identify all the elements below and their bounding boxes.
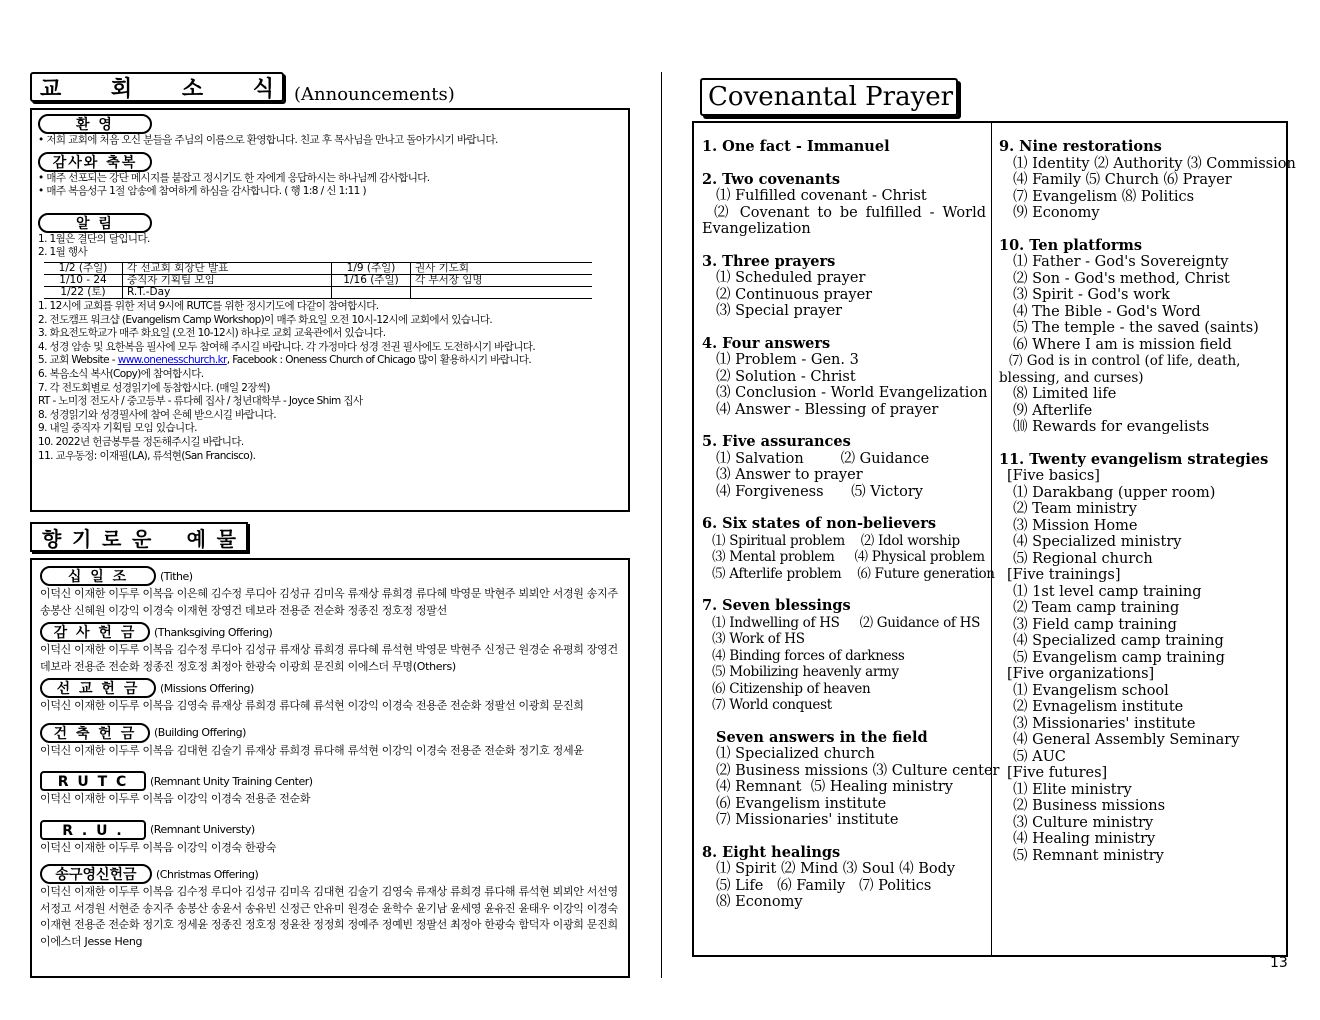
table-row bbox=[44, 274, 592, 286]
group-item: ⑴ Identity ⑵ Authority ⑶ Commission bbox=[1013, 155, 1296, 172]
announcements-subtitle: (Announcements) bbox=[294, 84, 455, 105]
offering-section bbox=[40, 723, 620, 760]
notice-item: 2. 전도캠프 워크샵 (Evangelism Camp Workshop)이 매주 화요일 오전 10시-12시에 교회에서 있습니다. bbox=[38, 313, 493, 326]
group-item: ⑴ Scheduled prayer bbox=[716, 270, 866, 286]
group-item: ⑵ Business missions ⑶ Culture center bbox=[716, 762, 1000, 779]
announcements-box bbox=[30, 108, 630, 512]
notice-item: 4. 성경 암송 및 요한복음 필사에 모두 참여해 주시길 바랍니다. 각 가정마다 성경 전권 필사에도 도전하시기 바랍니다. bbox=[38, 340, 536, 353]
group-heading: 2. Two covenants bbox=[702, 170, 841, 188]
offering-names: 이덕신 이재한 이두루 이복음 김영숙 류재상 류희경 류다혜 류석현 이강익 이경숙 전용준 전순화 정팔선 이광희 문진희 bbox=[40, 699, 584, 712]
title-char: 회 bbox=[110, 76, 133, 102]
offering-label: 선 교 헌 금 bbox=[40, 678, 156, 698]
notice-label: 알 림 bbox=[38, 213, 152, 233]
group-item: ⑶ Conclusion - World Evangelization bbox=[716, 385, 988, 401]
group-heading: 8. Eight healings bbox=[702, 843, 841, 861]
table-cell: 중직자 기획팀 모임 bbox=[123, 274, 332, 286]
group-item: ⑴ 1st level camp training bbox=[1013, 583, 1202, 600]
table-cell bbox=[332, 286, 411, 298]
offering-names: 이덕신 이재한 이두루 이복음 김수정 루디아 김성규 김미옥 김대현 김술기 김영숙 류재상 류희경 류다해 류석현 뵈뵈안 서선영 서정고 서경원 서현준 송지주 송봉산 송윤서 송유빈 신정근 안유미 원경순 윤학수 윤기남 윤세영 윤유진 윤태우 이강익 이경숙 이재현 전용준 전순화 정기호 정세윤 정종진 정호정 정윤찬 정정희 정예주 정예빈 정팔선 최정아 한광숙 함덕자 이광희 문진희 이에스더 Jesse Heng bbox=[40, 885, 618, 948]
group-item: ⑼ Afterlife bbox=[1013, 402, 1093, 419]
title-char: 물 bbox=[216, 526, 236, 551]
notice-text: 2. 1월 행사 bbox=[38, 246, 88, 259]
bracket-heading: [Five organizations] bbox=[1007, 666, 1155, 682]
title-char: 식 bbox=[252, 76, 274, 102]
group-item: ⑷ General Assembly Seminary bbox=[1013, 732, 1240, 748]
group-heading: 9. Nine restorations bbox=[999, 138, 1162, 155]
bracket-heading: [Five futures] bbox=[1007, 765, 1108, 781]
group-item: ⑷ The Bible - God's Word bbox=[1013, 303, 1201, 320]
inner-divider bbox=[991, 123, 992, 955]
group-item: ⑸ Mobilizing heavenly army bbox=[712, 664, 899, 680]
group-item: ⑷ Healing ministry bbox=[1013, 831, 1156, 847]
table-cell: 각 부서장 임명 bbox=[411, 274, 593, 286]
group-item: ⑷ Remnant ⑸ Healing ministry bbox=[716, 779, 953, 795]
website-suffix: , Facebook : Oneness Church of Chicago 많이 활용하시기 바랍니다. bbox=[226, 354, 532, 367]
table-cell: R.T.-Day bbox=[123, 286, 332, 298]
group-item: ⑹ Evangelism institute bbox=[716, 795, 887, 812]
notice-item: RT - 노미정 전도사 / 중고등부 - 류다혜 집사 / 청년대학부 - Joyce Shim 집사 bbox=[38, 395, 363, 408]
table-cell: 각 선교회 회장단 발표 bbox=[123, 262, 332, 274]
bracket-heading: [Five trainings] bbox=[1007, 567, 1121, 583]
group-item: ⑷ Family ⑸ Church ⑹ Prayer bbox=[1013, 172, 1232, 188]
table-cell: 1/9 (주일) bbox=[332, 262, 411, 274]
offerings-title bbox=[30, 522, 248, 552]
notice-item: 3. 화요전도학교가 매주 화요일 (오전 10-12시) 하나로 교회 교육관에서 있습니다. bbox=[38, 327, 386, 340]
offering-en: (Thanksgiving Offering) bbox=[154, 625, 273, 639]
offering-label: 십 일 조 bbox=[40, 566, 156, 586]
prayer-group bbox=[702, 515, 995, 582]
title-char: 로 bbox=[102, 526, 122, 551]
table-cell: 1/22 (토) bbox=[44, 286, 123, 298]
table-cell: 1/10 - 24 bbox=[44, 274, 123, 286]
notice-item-website bbox=[38, 354, 622, 368]
group-item: ⑴ Spiritual problem ⑵ Idol worship bbox=[712, 532, 960, 549]
website-link[interactable]: www.onenesschurch.kr bbox=[117, 354, 227, 367]
offering-section bbox=[40, 864, 620, 950]
offering-en: (Missions Offering) bbox=[160, 681, 254, 695]
group-item: ⑻ Economy bbox=[716, 894, 803, 910]
offering-label: R U T C bbox=[40, 771, 146, 791]
group-heading: 11. Twenty evangelism strategies bbox=[999, 450, 1269, 468]
prayer-group bbox=[702, 434, 986, 500]
group-item: ⑻ Limited life bbox=[1013, 386, 1117, 402]
group-item: ⑶ Culture ministry bbox=[1013, 814, 1154, 831]
group-item: ⑷ Forgiveness ⑸ Victory bbox=[716, 483, 923, 500]
group-item: ⑸ Afterlife problem ⑹ Future generation bbox=[712, 565, 995, 582]
group-item: ⑶ Work of HS bbox=[712, 631, 805, 647]
group-item: ⑶ Mission Home bbox=[1013, 517, 1138, 534]
group-item: ⑸ Life ⑹ Family ⑺ Politics bbox=[716, 877, 932, 894]
offering-en: (Christmas Offering) bbox=[156, 867, 259, 881]
group-heading: 10. Ten platforms bbox=[999, 236, 1143, 254]
group-item: ⑶ Spirit - God's work bbox=[1013, 287, 1170, 303]
group-heading: Seven answers in the field bbox=[716, 728, 928, 746]
offering-label: R . U . bbox=[40, 820, 146, 840]
schedule-table bbox=[44, 262, 592, 299]
notice-item: 1. 12시에 교회를 위한 저녁 9시에 RUTC를 위한 정시기도에 다같이 참여합시다. bbox=[38, 299, 379, 312]
group-item: ⑴ Evangelism school bbox=[1013, 682, 1169, 699]
title-char: 기 bbox=[72, 526, 92, 551]
offering-en: (Building Offering) bbox=[154, 726, 246, 739]
prayer-group bbox=[999, 138, 1296, 222]
group-item: ⑵ Covenant to be fulfilled - World Evangelization bbox=[702, 204, 986, 237]
group-heading: 1. One fact - Immanuel bbox=[702, 138, 890, 155]
group-item: ⑸ AUC bbox=[1013, 748, 1066, 765]
group-item: ⑷ Binding forces of darkness bbox=[712, 647, 905, 664]
prayer-group bbox=[999, 452, 1287, 865]
bracket-heading: [Five basics] bbox=[1007, 468, 1100, 484]
notice-item: 7. 각 전도회별로 성경읽기에 동참합시다. (매일 2장씩) bbox=[38, 381, 270, 394]
group-heading: 6. Six states of non-believers bbox=[702, 515, 937, 532]
table-cell: 1/16 (주일) bbox=[332, 274, 411, 286]
offering-label: 송구영신헌금 bbox=[40, 864, 152, 884]
group-item: ⑶ Field camp training bbox=[1013, 616, 1177, 633]
offering-names: 이덕신 이재한 이두루 이복음 김대현 김술기 류재상 류희경 류다해 류석현 이강익 이경숙 전용준 전순화 정기호 정세윤 bbox=[40, 743, 584, 757]
offering-section bbox=[40, 678, 620, 715]
group-item: ⑵ Business missions bbox=[1013, 798, 1166, 814]
group-item: ⑺ God is in control (of life, death, blessing, and curses) bbox=[999, 353, 1241, 386]
thanks-text: • 매주 복음성구 1절 암송에 참여하게 하심을 감사합니다. ( 행 1:8 / 신 1:11 ) bbox=[38, 185, 366, 198]
notice-item: 8. 성경읽기와 성경필사에 참여 은혜 받으시길 바랍니다. bbox=[38, 408, 276, 421]
prayer-group bbox=[702, 845, 986, 911]
group-item: ⑺ Missionaries' institute bbox=[716, 812, 899, 828]
group-item: ⑴ Spirit ⑵ Mind ⑶ Soul ⑷ Body bbox=[716, 861, 956, 877]
table-row bbox=[44, 286, 592, 298]
group-item: ⑴ Specialized church bbox=[716, 746, 875, 762]
title-char: 예 bbox=[186, 526, 206, 551]
group-item: ⑶ Mental problem ⑷ Physical problem bbox=[712, 549, 985, 565]
group-item: ⑴ Indwelling of HS ⑵ Guidance of HS bbox=[712, 614, 981, 631]
notice-item: 6. 복음소식 복사(Copy)에 참여합시다. bbox=[38, 367, 204, 380]
group-item: ⑸ The temple - the saved (saints) bbox=[1013, 320, 1259, 336]
group-item: ⑵ Evnagelism institute bbox=[1013, 699, 1184, 715]
announcements-title bbox=[30, 72, 284, 102]
group-heading: 3. Three prayers bbox=[702, 252, 836, 270]
group-item: ⑵ Team camp training bbox=[1013, 600, 1180, 616]
offering-names: 이덕신 이재한 이두루 이복음 김수정 루디아 김성규 류재상 류희경 류다혜 류석현 박영문 박현주 신정근 원경순 유평희 장영건 데보라 전용준 전순화 정종진 정호정 최정아 한광숙 이광희 문진희 이에스더 무명(Others) bbox=[40, 643, 618, 673]
offering-section bbox=[40, 566, 620, 619]
group-item: ⑹ Citizenship of heaven bbox=[712, 680, 871, 697]
group-item: ⑵ Continuous prayer bbox=[716, 286, 873, 303]
covenantal-title: Covenantal Prayer bbox=[700, 78, 958, 116]
group-item: ⑺ Evangelism ⑻ Politics bbox=[1013, 188, 1195, 205]
title-char: 운 bbox=[132, 526, 152, 551]
group-item: ⑴ Problem - Gen. 3 bbox=[716, 352, 859, 368]
group-item: ⑷ Answer - Blessing of prayer bbox=[716, 401, 939, 418]
notice-text: 1. 1월은 결단의 달입니다. bbox=[38, 232, 150, 245]
covenantal-box bbox=[692, 121, 1296, 957]
group-item: ⑸ Regional church bbox=[1013, 550, 1153, 567]
table-cell bbox=[411, 286, 593, 298]
offering-en: (Remnant Unity Training Center) bbox=[150, 774, 313, 788]
title-char: 소 bbox=[181, 76, 204, 102]
offering-label: 건 축 헌 금 bbox=[40, 723, 150, 743]
notice-item: 10. 2022년 헌금봉투를 정돈해주시길 바랍니다. bbox=[38, 435, 244, 448]
offering-names: 이덕신 이재한 이두루 이복음 이강익 이경숙 한광숙 bbox=[40, 840, 277, 854]
offering-section bbox=[40, 771, 620, 808]
right-column bbox=[999, 138, 1296, 880]
group-item: ⑴ Father - God's Sovereignty bbox=[1013, 254, 1229, 270]
group-item: ⑴ Fulfilled covenant - Christ bbox=[716, 188, 927, 204]
page-number: 13 bbox=[1270, 955, 1288, 971]
group-item: ⑶ Special prayer bbox=[716, 303, 843, 319]
prayer-group bbox=[999, 238, 1287, 436]
welcome-text: • 저희 교회에 처음 오신 분들을 주님의 이름으로 환영합니다. 친교 후 목사님을 만나고 돌아가시기 바랍니다. bbox=[38, 134, 498, 146]
offering-section bbox=[40, 622, 620, 675]
group-item: ⑷ Specialized camp training bbox=[1013, 633, 1224, 649]
prayer-group bbox=[702, 598, 986, 714]
table-cell: 1/2 (주일) bbox=[44, 262, 123, 274]
group-heading: 5. Five assurances bbox=[702, 433, 851, 450]
group-heading: 4. Four answers bbox=[702, 334, 831, 352]
notice-item: 11. 교우동정: 이재필(LA), 류석현(San Francisco). bbox=[38, 449, 256, 462]
group-item: ⑸ Remnant ministry bbox=[1013, 847, 1164, 864]
group-item: ⑴ Darakbang (upper room) bbox=[1013, 484, 1216, 501]
group-item: ⑵ Team ministry bbox=[1013, 501, 1137, 517]
group-item: ⑴ Salvation ⑵ Guidance bbox=[716, 450, 930, 467]
thanks-label: 감사와 축복 bbox=[38, 152, 152, 172]
prayer-group bbox=[702, 172, 986, 238]
prayer-group bbox=[702, 254, 986, 320]
welcome-label: 환 영 bbox=[38, 114, 152, 134]
group-item: ⑷ Specialized ministry bbox=[1013, 534, 1182, 550]
offering-en: (Remnant Universty) bbox=[150, 823, 255, 836]
group-item: ⑵ Solution - Christ bbox=[716, 368, 856, 385]
group-heading: 7. Seven blessings bbox=[702, 597, 851, 614]
group-item: ⑹ Where I am is mission field bbox=[1013, 336, 1232, 353]
group-item: ⑵ Son - God's method, Christ bbox=[1013, 270, 1230, 287]
prayer-group bbox=[702, 728, 1000, 829]
offering-label: 감 사 헌 금 bbox=[40, 622, 150, 642]
left-column bbox=[702, 138, 1000, 927]
thanks-text: • 매주 선포되는 강단 메시지를 붙잡고 정시기도 한 자에게 응답하시는 하나님께 감사합니다. bbox=[38, 171, 430, 184]
title-char: 향 bbox=[42, 526, 62, 551]
offering-names: 이덕신 이재한 이두루 이복음 이강익 이경숙 전용준 전순화 bbox=[40, 792, 311, 805]
table-row bbox=[44, 262, 592, 274]
offerings-box bbox=[30, 558, 630, 978]
prayer-group bbox=[702, 336, 986, 419]
group-item: ⑽ Rewards for evangelists bbox=[1013, 419, 1210, 435]
offering-section bbox=[40, 820, 620, 857]
group-item: ⑴ Elite ministry bbox=[1013, 781, 1132, 798]
group-item: ⑼ Economy bbox=[1013, 205, 1100, 221]
column-divider bbox=[661, 72, 662, 978]
group-item: ⑶ Answer to prayer bbox=[716, 467, 863, 483]
website-prefix: 5. 교회 Website - bbox=[38, 354, 118, 367]
group-item: ⑺ World conquest bbox=[712, 697, 832, 713]
offering-names: 이덕신 이재한 이두루 이복음 이은혜 김수정 루디아 김성규 김미옥 류재상 류희경 류다혜 박영문 박현주 뵈뵈안 서경원 송지주 송봉산 신혜원 이강익 이경숙 이재현 장영건 데보라 전용준 전순화 정종진 정호정 정팔선 bbox=[40, 587, 618, 617]
notice-item: 9. 내일 중직자 기획팀 모임 있습니다. bbox=[38, 422, 197, 435]
group-item: ⑶ Missionaries' institute bbox=[1013, 715, 1196, 732]
group-item: ⑸ Evangelism camp training bbox=[1013, 649, 1225, 666]
table-cell: 권사 기도회 bbox=[411, 262, 593, 274]
title-char: 교 bbox=[40, 76, 62, 102]
prayer-group bbox=[702, 139, 986, 156]
offering-en: (Tithe) bbox=[160, 569, 193, 583]
